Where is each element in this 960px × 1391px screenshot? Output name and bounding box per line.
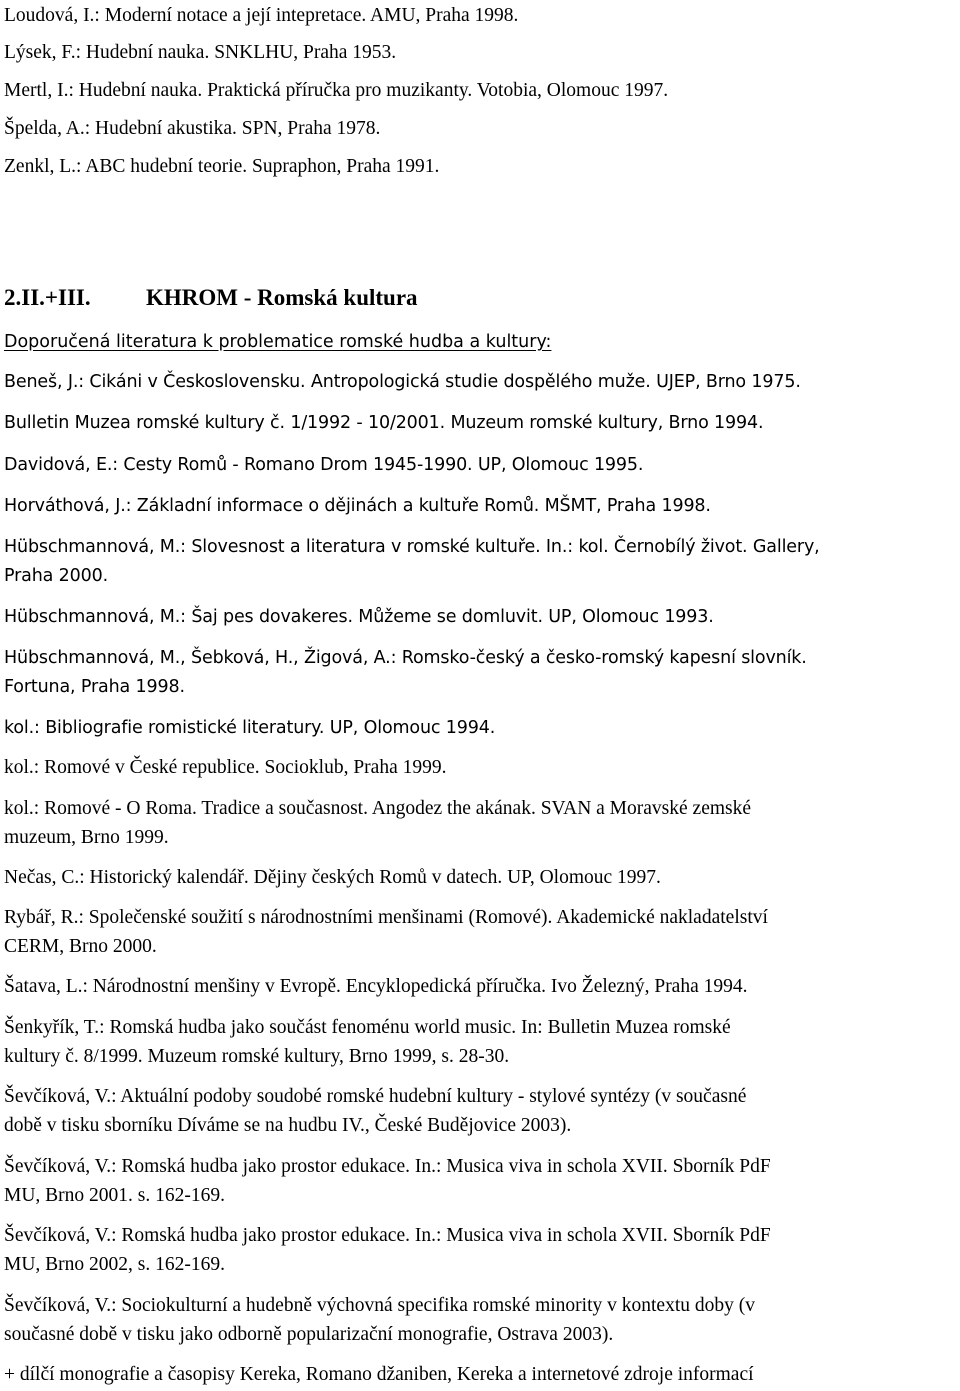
reference-bulletin: Bulletin Muzea romské kultury č. 1/1992 - 10/2001. Muzeum romské kultury, Brno 1994.: [4, 413, 764, 433]
reference-davidova: Davidová, E.: Cesty Romů - Romano Drom 1945-1990. UP, Olomouc 1995.: [4, 455, 644, 475]
reference-sevcikova-sociokulturni-cont: současné době v tisku jako odborně popularizační monografie, Ostrava 2003).: [4, 1324, 614, 1345]
reference-hubschmannova-slovnik: Hübschmannová, M., Šebková, H., Žigová, A.: Romsko-český a česko-romský kapesní slovník.: [4, 648, 807, 668]
reference-hubschmannova-slovnik-cont: Fortuna, Praha 1998.: [4, 677, 185, 697]
reference-sevcikova-edukace-2002-cont: MU, Brno 2002, s. 162-169.: [4, 1254, 226, 1275]
reference-loudova: Loudová, I.: Moderní notace a její intepretace. AMU, Praha 1998.: [4, 5, 519, 26]
reference-sevcikova-edukace-2001: Ševčíková, V.: Romská hudba jako prostor edukace. In.: Musica viva in schola XVII. Sborník PdF: [4, 1156, 771, 1177]
reference-hubschmannova-saj: Hübschmannová, M.: Šaj pes dovakeres. Můžeme se domluvit. UP, Olomouc 1993.: [4, 607, 714, 627]
section-subtitle: Doporučená literatura k problematice romské hudba a kultury:: [4, 332, 552, 352]
reference-rybar-cont: CERM, Brno 2000.: [4, 936, 157, 957]
reference-spelda: Špelda, A.: Hudební akustika. SPN, Praha 1978.: [4, 118, 381, 139]
reference-horvathova: Horváthová, J.: Základní informace o dějinách a kultuře Romů. MŠMT, Praha 1998.: [4, 496, 711, 516]
reference-sevcikova-aktualni-cont: době v tisku sborníku Díváme se na hudbu IV., České Budějovice 2003).: [4, 1115, 572, 1136]
reference-satava: Šatava, L.: Národnostní menšiny v Evropě. Encyklopedická příručka. Ivo Železný, Praha 1994.: [4, 976, 748, 997]
reference-lysek: Lýsek, F.: Hudební nauka. SNKLHU, Praha 1953.: [4, 42, 397, 63]
reference-senkyrik-cont: kultury č. 8/1999. Muzeum romské kultury, Brno 1999, s. 28-30.: [4, 1046, 510, 1067]
reference-kol-o-roma-cont: muzeum, Brno 1999.: [4, 827, 169, 848]
reference-sevcikova-aktualni: Ševčíková, V.: Aktuální podoby soudobé romské hudební kultury - stylové syntézy (v současné: [4, 1086, 747, 1107]
reference-senkyrik: Šenkyřík, T.: Romská hudba jako součást fenoménu world music. In: Bulletin Muzea romské: [4, 1017, 731, 1038]
reference-zenkl: Zenkl, L.: ABC hudební teorie. Supraphon, Praha 1991.: [4, 156, 440, 177]
reference-kol-romove-cr: kol.: Romové v České republice. Socioklub, Praha 1999.: [4, 757, 447, 778]
reference-necas: Nečas, C.: Historický kalendář. Dějiny českých Romů v datech. UP, Olomouc 1997.: [4, 867, 661, 888]
reference-kol-bibliografie: kol.: Bibliografie romistické literatury. UP, Olomouc 1994.: [4, 718, 496, 738]
section-heading: [4, 283, 960, 313]
reference-mertl: Mertl, I.: Hudební nauka. Praktická příručka pro muzikanty. Votobia, Olomouc 1997.: [4, 80, 669, 101]
section-number: 2.II.+III.: [4, 285, 91, 310]
reference-benes: Beneš, J.: Cikáni v Československu. Antropologická studie dospělého muže. UJEP, Brno 1975.: [4, 372, 801, 392]
reference-hubschmannova-slovesnost: Hübschmannová, M.: Slovesnost a literatura v romské kultuře. In.: kol. Černobílý život. Gallery,: [4, 537, 820, 557]
reference-rybar: Rybář, R.: Společenské soužití s národnostními menšinami (Romové). Akademické nakladatelství: [4, 907, 768, 928]
reference-kol-o-roma: kol.: Romové - O Roma. Tradice a současnost. Angodez the akának. SVAN a Moravské zemské: [4, 798, 752, 819]
reference-additional-sources: + dílčí monografie a časopisy Kereka, Romano džaniben, Kereka a internetové zdroje informací: [4, 1364, 754, 1385]
reference-sevcikova-sociokulturni: Ševčíková, V.: Sociokulturní a hudebně výchovná specifika romské minority v kontextu doby (v: [4, 1295, 755, 1316]
reference-sevcikova-edukace-2001-cont: MU, Brno 2001. s. 162-169.: [4, 1185, 226, 1206]
reference-hubschmannova-slovesnost-cont: Praha 2000.: [4, 566, 108, 586]
section-title: KHROM - Romská kultura: [146, 285, 418, 310]
reference-sevcikova-edukace-2002: Ševčíková, V.: Romská hudba jako prostor edukace. In.: Musica viva in schola XVII. Sborník PdF: [4, 1225, 771, 1246]
